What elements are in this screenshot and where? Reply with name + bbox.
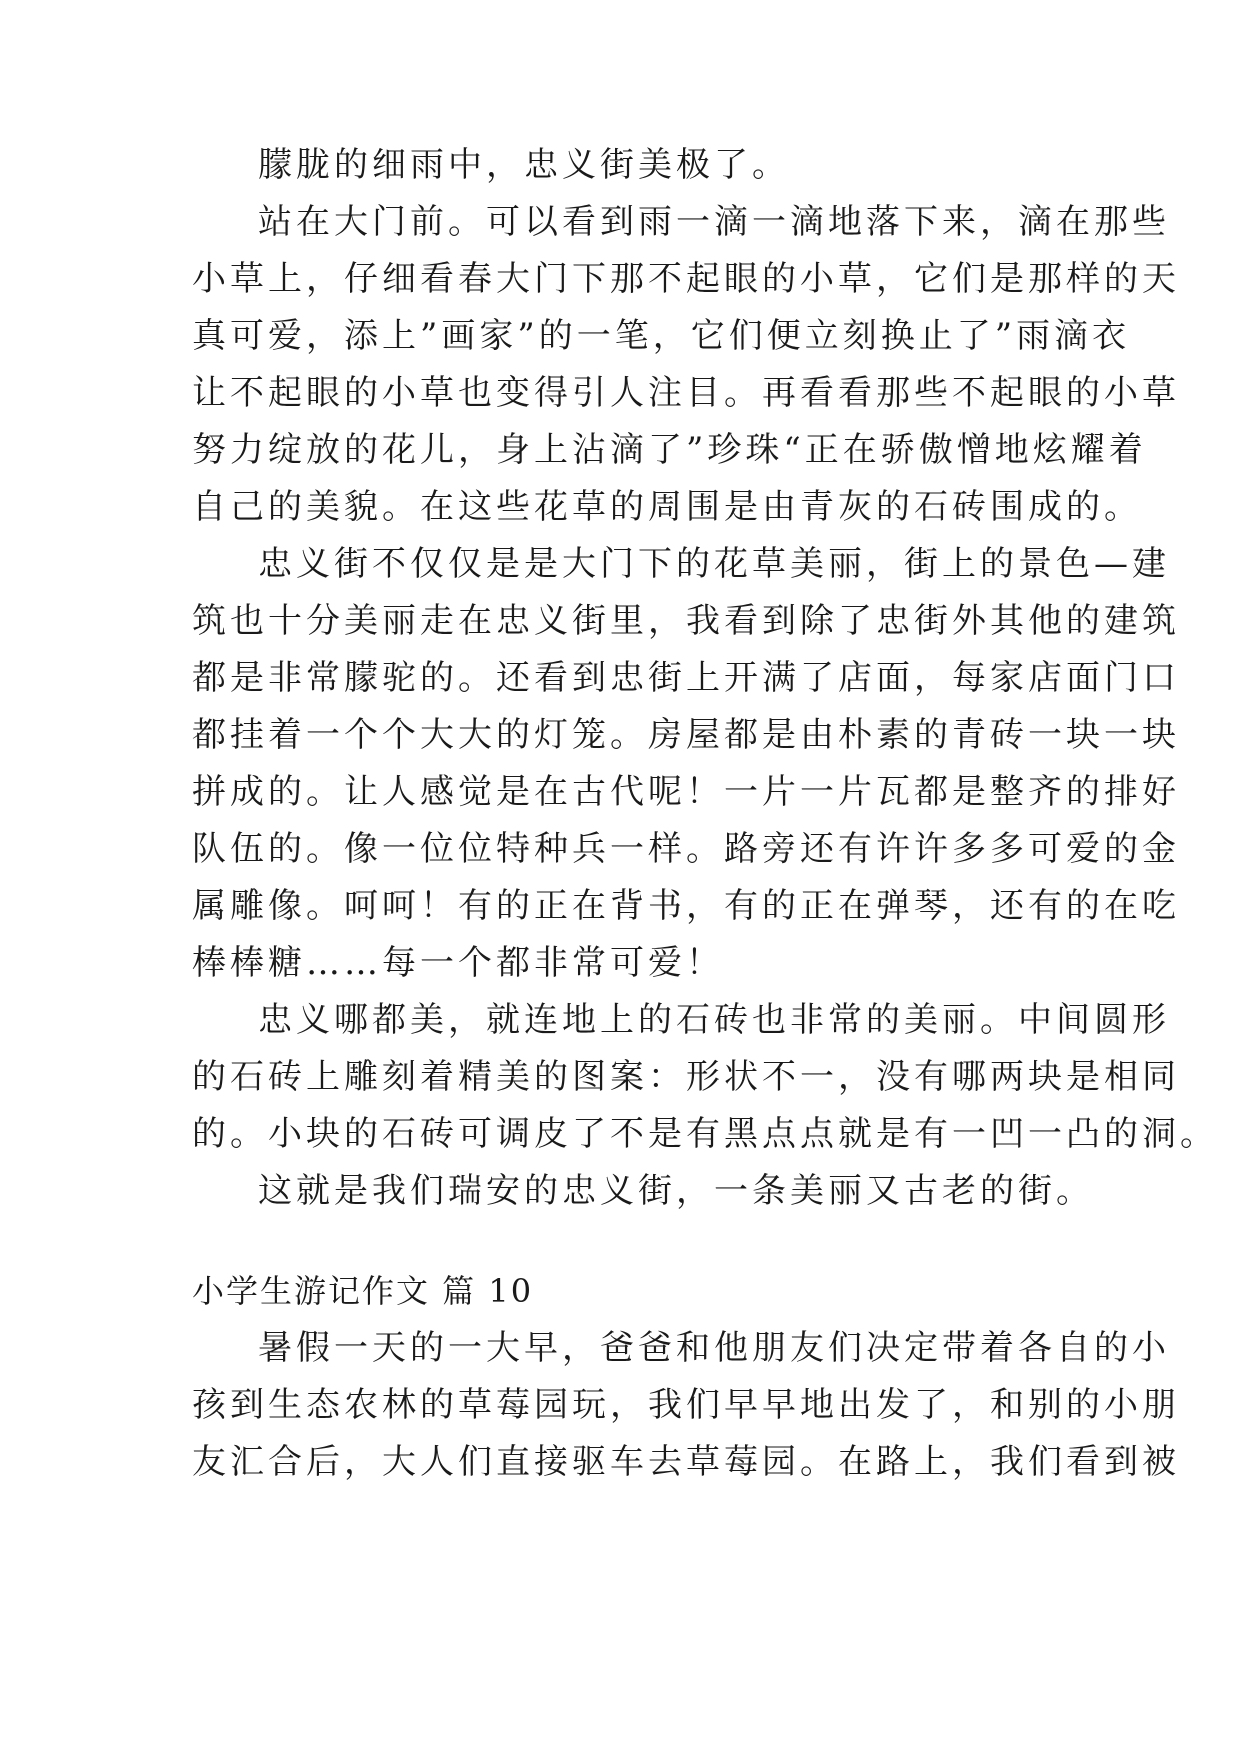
paragraph-line: 棒棒糖……每一个都非常可爱！ — [192, 943, 724, 983]
paragraph-line: 忠义街不仅仅是是大门下的花草美丽，街上的景色—建 — [258, 544, 1170, 584]
paragraph-line: 小草上，仔细看春大门下那不起眼的小草，它们是那样的天 — [192, 259, 1180, 299]
paragraph-line: 属雕像。呵呵！有的正在背书，有的正在弹琴，还有的在吃 — [192, 886, 1180, 926]
paragraph-line: 拼成的。让人感觉是在古代呢！一片一片瓦都是整齐的排好 — [192, 772, 1180, 812]
paragraph-line: 暑假一天的一大早，爸爸和他朋友们决定带着各自的小 — [258, 1328, 1170, 1368]
paragraph-line: 站在大门前。可以看到雨一滴一滴地落下来，滴在那些 — [258, 202, 1170, 242]
paragraph-line: 忠义哪都美，就连地上的石砖也非常的美丽。中间圆形 — [258, 1000, 1170, 1040]
section-heading: 小学生游记作文 篇 10 — [192, 1272, 534, 1310]
paragraph-line: 孩到生态农林的草莓园玩，我们早早地出发了，和别的小朋 — [192, 1385, 1180, 1425]
paragraph-line: 朦胧的细雨中，忠义街美极了。 — [258, 145, 790, 185]
paragraph-line: 这就是我们瑞安的忠义街，一条美丽又古老的街。 — [258, 1171, 1094, 1211]
paragraph-line: 努力绽放的花儿，身上沾滴了”珍珠“正在骄傲憎地炫耀着 — [192, 430, 1147, 470]
paragraph-line: 的。小块的石砖可调皮了不是有黑点点就是有一凹一凸的洞。 — [192, 1114, 1218, 1154]
paragraph-line: 筑也十分美丽走在忠义街里，我看到除了忠街外其他的建筑 — [192, 601, 1180, 641]
paragraph-line: 自己的美貌。在这些花草的周围是由青灰的石砖围成的。 — [192, 487, 1142, 527]
paragraph-line: 让不起眼的小草也变得引人注目。再看看那些不起眼的小草 — [192, 373, 1180, 413]
paragraph-line: 都挂着一个个大大的灯笼。房屋都是由朴素的青砖一块一块 — [192, 715, 1180, 755]
paragraph-line: 真可爱，添上”画家”的一笔，它们便立刻换止了”雨滴衣 — [192, 316, 1131, 356]
paragraph-line: 友汇合后，大人们直接驱车去草莓园。在路上，我们看到被 — [192, 1442, 1180, 1482]
paragraph-line: 的石砖上雕刻着精美的图案：形状不一，没有哪两块是相同 — [192, 1057, 1180, 1097]
paragraph-line: 队伍的。像一位位特种兵一样。路旁还有许许多多可爱的金 — [192, 829, 1180, 869]
paragraph-line: 都是非常朦驼的。还看到忠街上开满了店面，每家店面门口 — [192, 658, 1180, 698]
